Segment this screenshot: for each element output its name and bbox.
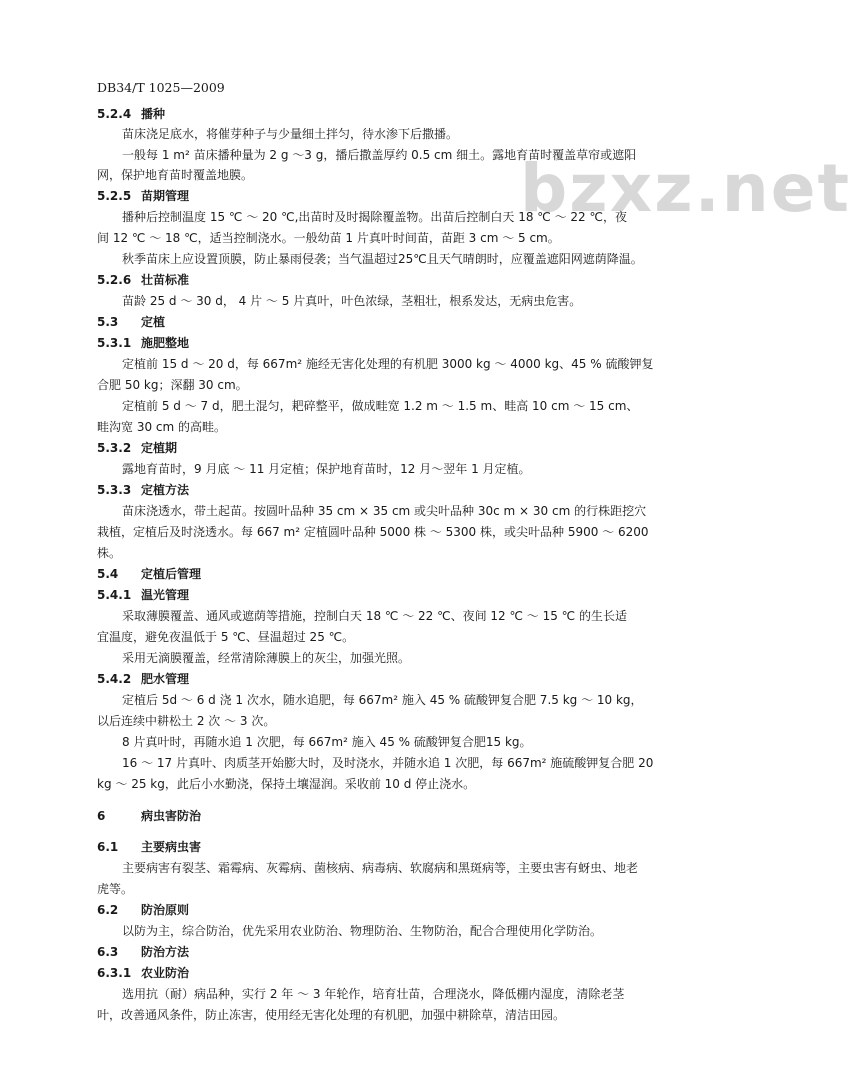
section-number: 5.2.4 [97, 107, 132, 121]
section-title: 定植方法 [141, 483, 190, 497]
section-title: 肥水管理 [141, 672, 190, 686]
section-heading [97, 482, 189, 498]
section-heading [97, 566, 201, 582]
paragraph-line: 播种后控制温度 15 ℃ ～ 20 ℃,出苗时及时揭除覆盖物。出苗后控制白天 18 ℃ ～ 22 ℃，夜 [122, 210, 627, 224]
continuation-line: kg ～ 25 kg，此后小水勤浇，保持土壤湿润。采收前 10 d 停止浇水。 [97, 777, 476, 791]
section-title: 病虫害防治 [141, 809, 202, 823]
section-heading [97, 902, 189, 918]
paragraph-line: 采取薄膜覆盖、通风或遮荫等措施，控制白天 18 ℃ ～ 22 ℃、夜间 12 ℃ ～ 15 ℃ 的生长适 [122, 609, 627, 623]
section-heading [97, 965, 189, 981]
section-number: 6.3.1 [97, 966, 132, 980]
section-number: 5.3.2 [97, 441, 132, 455]
continuation-line: 宜温度，避免夜温低于 5 ℃、昼温超过 25 ℃。 [97, 630, 355, 644]
continuation-line: 株。 [97, 546, 122, 560]
paragraph-line: 主要病害有裂茎、霜霉病、灰霉病、菌核病、病毒病、软腐病和黑斑病等，主要虫害有蚜虫、地老 [122, 861, 639, 875]
continuation-line: 叶，改善通风条件，防止冻害，使用经无害化处理的有机肥，加强中耕除草，清洁田园。 [97, 1008, 566, 1022]
section-number: 5.3.1 [97, 336, 132, 350]
section-heading [97, 106, 165, 122]
document-header: DB34/T 1025—2009 [97, 80, 225, 95]
paragraph-line: 秋季苗床上应设置顶膜，防止暴雨侵袭；当气温超过25℃且天气晴朗时，应覆盖遮阳网遮荫降温。 [122, 252, 643, 266]
paragraph-line: 定植后 5d ～ 6 d 浇 1 次水，随水追肥，每 667m² 施入 45 % 硫酸钾复合肥 7.5 kg ～ 10 kg， [122, 693, 643, 707]
section-title: 温光管理 [141, 588, 190, 602]
section-heading [97, 335, 189, 351]
section-title: 防治方法 [141, 945, 190, 959]
paragraph-line: 以防为主，综合防治，优先采用农业防治、物理防治、生物防治，配合合理使用化学防治。 [122, 924, 603, 938]
paragraph-line: 苗床浇足底水，将催芽种子与少量细土拌匀，待水渗下后撒播。 [122, 127, 459, 141]
continuation-line: 以后连续中耕松土 2 次 ～ 3 次。 [97, 714, 276, 728]
paragraph-line: 采用无滴膜覆盖，经常清除薄膜上的灰尘，加强光照。 [122, 651, 411, 665]
section-heading [97, 808, 201, 824]
paragraph-line: 苗床浇透水，带土起苗。按圆叶品种 35 cm × 35 cm 或尖叶品种 30c m × 30 cm 的行株距挖穴 [122, 504, 647, 518]
section-number: 5.4.2 [97, 672, 132, 686]
continuation-line: 网，保护地育苗时覆盖地膜。 [97, 168, 254, 182]
paragraph-line: 一般每 1 m² 苗床播种量为 2 g ～3 g，播后撒盖厚约 0.5 cm 细土。露地育苗时覆盖草帘或遮阳 [122, 148, 637, 162]
section-number: 5.4.1 [97, 588, 132, 602]
paragraph-line: 选用抗（耐）病品种，实行 2 年 ～ 3 年轮作，培育壮苗，合理浇水，降低棚内湿度，清除老茎 [122, 987, 625, 1001]
section-heading [97, 272, 189, 288]
section-number: 5.4 [97, 567, 119, 581]
section-title: 苗期管理 [141, 189, 190, 203]
section-number: 5.3 [97, 315, 119, 329]
section-number: 5.2.6 [97, 273, 132, 287]
continuation-line: 间 12 ℃ ～ 18 ℃，适当控制浇水。一般幼苗 1 片真叶时间苗，苗距 3 cm ～ 5 cm。 [97, 231, 560, 245]
continuation-line: 畦沟宽 30 cm 的高畦。 [97, 420, 227, 434]
continuation-line: 栽植，定植后及时浇透水。每 667 m² 定植圆叶品种 5000 株 ～ 5300 株，或尖叶品种 5900 ～ 6200 [97, 525, 649, 539]
paragraph-line: 苗龄 25 d ～ 30 d， 4 片 ～ 5 片真叶，叶色浓绿，茎粗壮，根系发达，无病虫危害。 [122, 294, 582, 308]
section-heading [97, 587, 189, 603]
section-title: 施肥整地 [141, 336, 190, 350]
section-title: 农业防治 [141, 966, 190, 980]
section-number: 6.3 [97, 945, 119, 959]
section-title: 播种 [141, 107, 166, 121]
section-number: 5.3.3 [97, 483, 132, 497]
section-heading [97, 314, 165, 330]
section-title: 定植期 [141, 441, 178, 455]
section-title: 壮苗标准 [141, 273, 190, 287]
continuation-line: 虎等。 [97, 882, 134, 896]
section-number: 6.2 [97, 903, 119, 917]
section-heading [97, 440, 177, 456]
paragraph-line: 定植前 15 d ～ 20 d，每 667m² 施经无害化处理的有机肥 3000 kg ～ 4000 kg、45 % 硫酸钾复 [122, 357, 654, 371]
section-heading [97, 839, 201, 855]
continuation-line: 合肥 50 kg；深翻 30 cm。 [97, 378, 248, 392]
section-title: 定植后管理 [141, 567, 202, 581]
paragraph-line: 露地育苗时，9 月底 ～ 11 月定植；保护地育苗时，12 月～翌年 1 月定植。 [122, 462, 531, 476]
section-number: 6.1 [97, 840, 119, 854]
section-heading [97, 671, 189, 687]
watermark: bzxz.net [520, 150, 851, 227]
section-number: 5.2.5 [97, 189, 132, 203]
section-heading [97, 188, 189, 204]
section-title: 主要病虫害 [141, 840, 202, 854]
section-heading [97, 944, 189, 960]
section-title: 防治原则 [141, 903, 190, 917]
paragraph-line: 8 片真叶时，再随水追 1 次肥，每 667m² 施入 45 % 硫酸钾复合肥15 kg。 [122, 735, 532, 749]
paragraph-line: 定植前 5 d ～ 7 d，肥土混匀，耙碎整平，做成畦宽 1.2 m ～ 1.5 m、畦高 10 cm ～ 15 cm、 [122, 399, 639, 413]
section-number: 6 [97, 809, 106, 823]
paragraph-line: 16 ～ 17 片真叶、肉质茎开始膨大时，及时浇水，并随水追 1 次肥，每 667m² 施硫酸钾复合肥 20 [122, 756, 654, 770]
section-title: 定植 [141, 315, 166, 329]
